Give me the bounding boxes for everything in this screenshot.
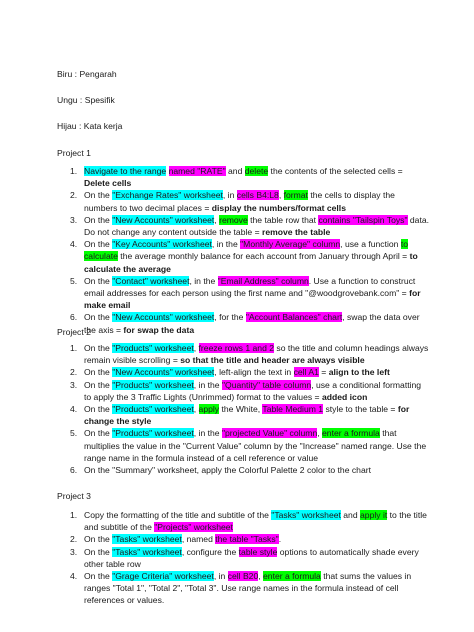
task-item [57, 533, 429, 545]
task-text: , in [213, 571, 228, 582]
task-text: , use a conditional formatting to apply the 3 Traffic Lights (Unrimmed) format to the values = [84, 379, 422, 402]
task-text: On the [84, 275, 113, 286]
highlight-spesifik: cell B20 [227, 571, 259, 582]
task-text: to the title and subtitle of the [84, 510, 427, 533]
task-text: On the [84, 379, 113, 390]
legend-hijau: Hijau : Kata kerja [57, 121, 123, 131]
highlight-pengarah: "Contact" worksheet [112, 275, 190, 286]
highlight-spesifik: Table Medium 1 [262, 404, 324, 415]
highlight-spesifik: "Monthly Average" column [240, 239, 341, 250]
highlight-pengarah: "Products" worksheet [112, 404, 194, 415]
highlight-kata-kerja: enter a formula [322, 428, 380, 439]
task-text: , in the [193, 428, 222, 439]
task-item [57, 342, 429, 366]
project-1-title: Project 1 [57, 148, 91, 158]
project-3-title: Project 3 [57, 491, 91, 501]
task-number: 1. [70, 166, 78, 176]
highlight-spesifik: freeze rows 1 and 2 [198, 343, 275, 353]
highlight-pengarah: "New Accounts" worksheet [112, 312, 215, 323]
bold-summary: for swap the data [123, 324, 195, 335]
highlight-pengarah: "Products" worksheet [112, 428, 194, 439]
task-item [57, 275, 429, 312]
bold-summary: added icon [321, 391, 368, 402]
task-text: Copy the formatting of the title and subtitle of the [84, 510, 272, 520]
highlight-pengarah: "Products" worksheet [112, 379, 194, 390]
highlight-spesifik: named "RATE" [168, 166, 226, 176]
highlight-kata-kerja: delete [244, 166, 269, 176]
highlight-pengarah: "Tasks" worksheet [112, 534, 182, 545]
task-text: On the [84, 312, 113, 323]
task-number: 5. [70, 428, 78, 439]
task-text: On the [84, 404, 113, 415]
legend-ungu: Ungu : Spesifik [57, 95, 115, 105]
task-text: the cells to display the numbers to two decimal places = [84, 190, 395, 213]
bold-summary: for change the style [84, 404, 410, 427]
task-text: and [340, 510, 361, 520]
task-text: the average monthly balance for each account from January through April = [117, 251, 410, 262]
task-item [57, 546, 429, 570]
project-2-title: Project 2 [57, 327, 91, 337]
task-item [57, 366, 429, 378]
task-number: 5. [70, 275, 78, 286]
task-text: , [258, 571, 264, 582]
bold-summary: so that the title and header are always visible [180, 355, 365, 366]
task-number: 6. [70, 312, 78, 323]
highlight-kata-kerja: apply [198, 404, 220, 415]
task-item [57, 509, 429, 533]
task-item [57, 570, 429, 607]
task-text: On the [84, 190, 113, 201]
highlight-spesifik: "projected Value" column [221, 428, 318, 439]
highlight-kata-kerja: enter a formula [263, 571, 321, 582]
project-1-list [57, 165, 429, 336]
task-text: data. Do not change any content outside the table = [84, 214, 430, 238]
task-text: On the [84, 367, 113, 378]
highlight-spesifik: cells B4:L8 [236, 190, 279, 201]
task-number: 2. [70, 190, 78, 201]
task-text: , use a function [340, 239, 401, 250]
task-item [57, 427, 429, 464]
highlight-kata-kerja: format [283, 190, 308, 201]
task-number: 1. [70, 343, 78, 353]
highlight-pengarah: "Tasks" worksheet [112, 546, 182, 557]
task-text: On the [84, 546, 113, 557]
highlight-pengarah: "New Accounts" worksheet [112, 367, 215, 378]
task-text: On the [84, 343, 113, 353]
highlight-pengarah: "Exchange Rates" worksheet [112, 190, 223, 201]
task-text: that sums the values in ranges "Total 1", "Total 2", "Total 3". Use range names in the formula instead of cell references or values. [84, 571, 412, 606]
task-text: On the [84, 239, 113, 250]
task-text: , [193, 343, 199, 353]
task-text: On the "Summary" worksheet, apply the Colorful Palette 2 color to the chart [84, 465, 371, 476]
task-number: 6. [70, 465, 78, 476]
highlight-spesifik: table style [238, 546, 278, 557]
task-number: 4. [70, 404, 78, 415]
task-text: , left-align the text in [214, 367, 294, 378]
task-text: , in the [211, 239, 241, 250]
task-number: 1. [70, 510, 78, 520]
task-text: the White, [219, 404, 263, 415]
project-2-list [57, 342, 429, 476]
highlight-spesifik: cell A1 [293, 367, 319, 378]
task-text: so the title and column headings always remain visible scrolling = [84, 343, 429, 366]
bold-summary: align to the left [328, 367, 390, 378]
task-text: , [317, 428, 323, 439]
highlight-spesifik: contains "Tailspin Toys" [318, 214, 408, 225]
task-number: 4. [70, 239, 78, 250]
task-text: , in the [193, 379, 222, 390]
task-text: On the [84, 534, 113, 545]
task-text: = [318, 367, 329, 378]
task-text: and [225, 166, 245, 176]
task-text: On the [84, 571, 113, 582]
task-number: 4. [70, 571, 78, 582]
highlight-spesifik: "Email Address" column [217, 275, 309, 286]
task-text: , [214, 214, 220, 225]
task-text: options to automatically shade every other table row [84, 546, 419, 569]
task-text: , [278, 190, 284, 201]
task-text: , in [222, 190, 237, 201]
task-text: , configure the [181, 546, 239, 557]
task-text: the contents of the selected cells = [268, 166, 403, 176]
highlight-pengarah: "New Accounts" worksheet [112, 214, 215, 225]
highlight-kata-kerja: remove [219, 214, 248, 225]
bold-summary: display the numbers/format cells [211, 202, 346, 213]
task-item [57, 311, 429, 335]
task-number: 2. [70, 367, 78, 378]
highlight-pengarah: "Grage Criteria" worksheet [112, 571, 214, 582]
highlight-spesifik: "Account Balances" chart [245, 312, 343, 323]
task-item [57, 189, 429, 213]
task-text: , named [181, 534, 216, 545]
task-item [57, 403, 429, 427]
highlight-pengarah: "Key Accounts" worksheet [112, 239, 212, 250]
highlight-spesifik: "Projects" worksheet [154, 522, 233, 533]
task-item [57, 379, 429, 403]
highlight-pengarah: Navigate to the range [84, 166, 167, 176]
legend-biru: Biru : Pengarah [57, 69, 117, 79]
task-text: , [193, 404, 199, 415]
task-number: 3. [70, 546, 78, 557]
highlight-pengarah: "Products" worksheet [112, 343, 194, 353]
bold-summary: to calculate the average [84, 251, 418, 274]
task-text: the table row that [247, 214, 319, 225]
task-text: On the [84, 214, 113, 225]
task-item [57, 238, 429, 275]
bold-summary: for make email [84, 288, 421, 311]
task-item [57, 165, 429, 189]
highlight-spesifik: "Quantity" table column [221, 379, 312, 390]
task-text: . Use a function to construct email addresses for each person using the first name and "@woodgrovebank.com" = [84, 275, 416, 299]
task-text: that multiplies the value in the "Current Value" column by the "Increase" named range. Use the range name in the formula instead of a cell reference or value [84, 428, 427, 463]
bold-summary: Delete cells [84, 178, 132, 189]
highlight-spesifik: the table "Tasks" [215, 534, 279, 545]
task-item [57, 464, 429, 476]
highlight-pengarah: "Tasks" worksheet [271, 510, 341, 520]
task-text: , swap the data over the axis = [84, 312, 420, 335]
bold-summary: remove the table [261, 227, 331, 238]
task-number: 2. [70, 534, 78, 545]
task-text: On the [84, 428, 113, 439]
task-text: , for the [214, 312, 246, 323]
project-3-list [57, 509, 429, 607]
task-number: 3. [70, 214, 78, 225]
task-item [57, 214, 429, 238]
task-text: , in the [189, 275, 218, 286]
highlight-kata-kerja: apply it [360, 510, 388, 520]
task-number: 3. [70, 379, 78, 390]
task-text: style to the table = [323, 404, 398, 415]
task-text: . [278, 534, 282, 545]
highlight-kata-kerja: to calculate [84, 239, 409, 262]
